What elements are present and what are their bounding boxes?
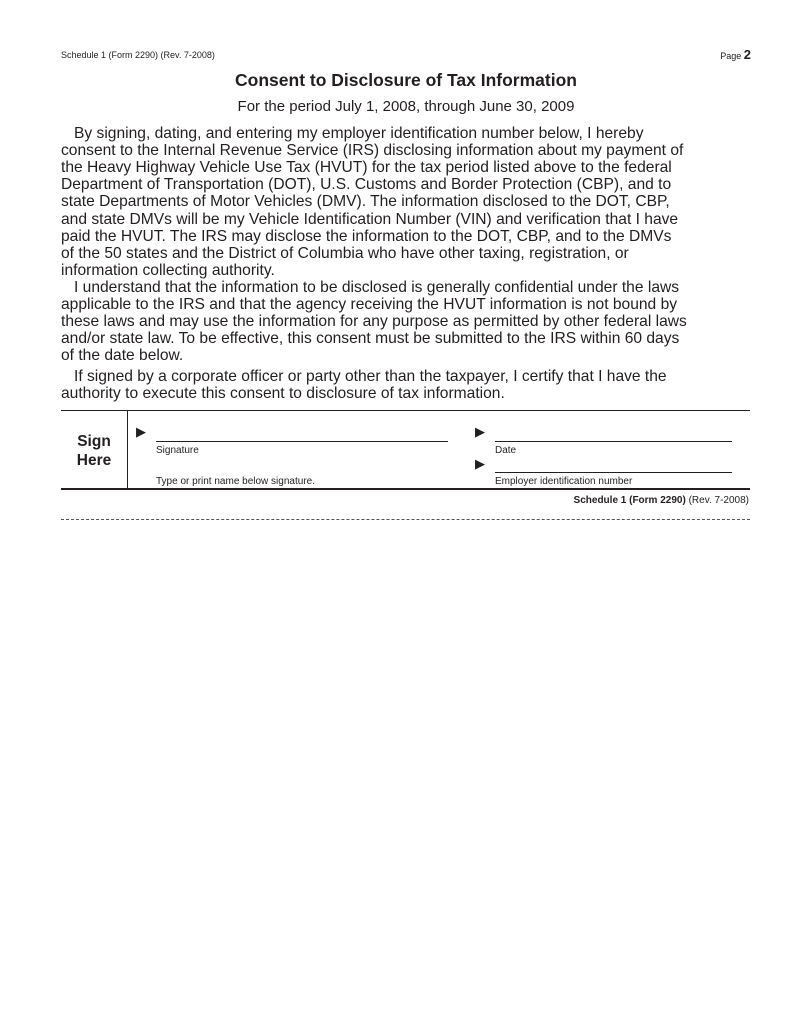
- paragraph-line: authority to execute this consent to disclosure of tax information.: [61, 385, 505, 403]
- signature-field[interactable]: [156, 441, 448, 442]
- sign-here-label: [61, 432, 127, 470]
- date-field[interactable]: [495, 441, 732, 442]
- page-number: 2: [743, 47, 751, 62]
- paragraph-line: and/or state law. To be effective, this consent must be submitted to the IRS within 60 days: [61, 330, 680, 348]
- page-label: Page: [720, 51, 742, 61]
- sign-text: Sign: [77, 433, 111, 450]
- header-form-id: Schedule 1 (Form 2290) (Rev. 7-2008): [61, 50, 215, 60]
- paragraph-line: I understand that the information to be disclosed is generally confidential under the laws: [61, 279, 680, 296]
- cut-line: [61, 519, 750, 520]
- page-title: Consent to Disclosure of Tax Information: [235, 70, 577, 90]
- footer-form-name: Schedule 1 (Form 2290): [573, 495, 686, 506]
- footer-form-id: [574, 495, 749, 506]
- divider: [127, 410, 128, 488]
- period-subtitle: For the period July 1, 2008, through June 30, 2009: [237, 98, 575, 115]
- paragraph-line: information collecting authority.: [61, 261, 275, 279]
- paragraph-line: By signing, dating, and entering my employer identification number below, I hereby: [61, 125, 644, 142]
- paragraph-line: state Departments of Motor Vehicles (DMV). The information disclosed to the DOT, CBP,: [61, 193, 670, 211]
- arrow-icon: ▶: [136, 424, 146, 439]
- paragraph-line: Department of Transportation (DOT), U.S. Customs and Border Protection (CBP), and to: [61, 176, 672, 194]
- divider: [61, 410, 750, 411]
- signature-label: Signature: [156, 445, 199, 456]
- paragraph-line: and state DMVs will be my Vehicle Identification Number (VIN) and verification that I have: [61, 210, 679, 228]
- arrow-icon: ▶: [475, 424, 485, 439]
- arrow-icon: ▶: [475, 456, 485, 471]
- ein-field[interactable]: [495, 472, 732, 473]
- ein-label: Employer identification number: [495, 476, 633, 487]
- header-page: [720, 47, 751, 62]
- paragraph-line: applicable to the IRS and that the agency receiving the HVUT information is not bound by: [61, 296, 678, 314]
- print-name-label: Type or print name below signature.: [156, 476, 315, 487]
- paragraph-line: these laws and may use the information for any purpose as permitted by other federal laws: [61, 313, 687, 331]
- paragraph-line: of the 50 states and the District of Columbia who have other taxing, registration, or: [61, 244, 629, 262]
- paragraph-line: of the date below.: [61, 347, 184, 365]
- divider: [61, 488, 750, 490]
- paragraph-line: If signed by a corporate officer or party other than the taxpayer, I certify that I have the: [61, 368, 667, 385]
- paragraph-line: the Heavy Highway Vehicle Use Tax (HVUT) for the tax period listed above to the federal: [61, 159, 672, 177]
- date-label: Date: [495, 445, 517, 456]
- paragraph-line: consent to the Internal Revenue Service (IRS) disclosing information about my payment of: [61, 142, 684, 160]
- footer-revision: (Rev. 7-2008): [685, 495, 749, 506]
- paragraph-line: paid the HVUT. The IRS may disclose the information to the DOT, CBP, and to the DMVs: [61, 227, 672, 245]
- here-text: Here: [76, 452, 112, 469]
